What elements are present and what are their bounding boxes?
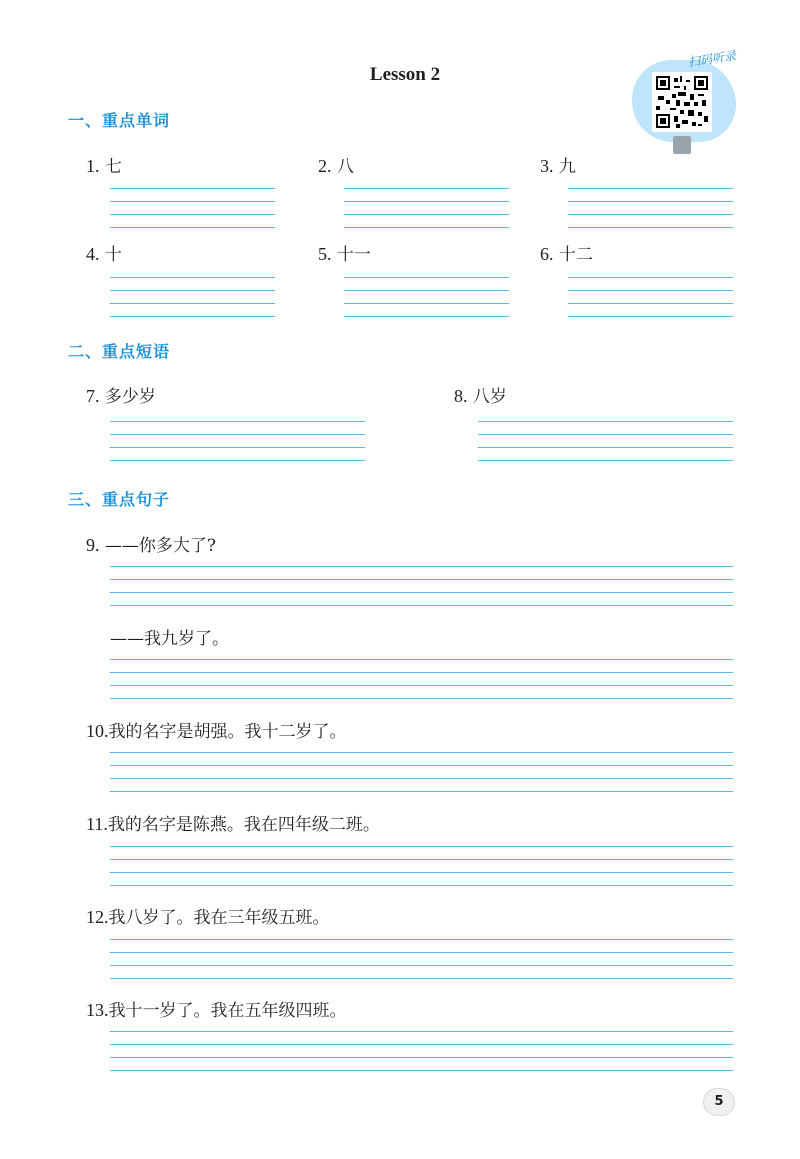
item-number: 11. xyxy=(86,814,108,834)
phrase-item-8 xyxy=(454,382,507,407)
item-text: 我的名字是陈燕。我在四年级二班。 xyxy=(107,815,380,835)
sentence-item-9 xyxy=(86,531,216,556)
item-number: 1. xyxy=(86,156,100,176)
lesson-title: Lesson 2 xyxy=(369,64,441,85)
section-heading-words: 一、重点单词 xyxy=(68,111,171,130)
section-heading-phrases: 二、重点短语 xyxy=(68,342,171,361)
word-item-5 xyxy=(318,240,371,265)
item-text: ——我九岁了。 xyxy=(110,629,229,649)
sentence-item-10 xyxy=(86,717,347,742)
item-number: 9. xyxy=(86,535,100,555)
word-item-2 xyxy=(318,152,354,177)
tree-trunk-icon xyxy=(673,136,691,154)
item-number: 6. xyxy=(540,244,554,264)
page-number: 5 xyxy=(703,1088,735,1116)
word-item-4 xyxy=(86,240,122,265)
item-text: 十一 xyxy=(336,245,371,265)
qr-code-badge xyxy=(632,50,742,155)
item-number: 4. xyxy=(86,244,100,264)
item-number: 5. xyxy=(318,244,332,264)
item-text: 我八岁了。我在三年级五班。 xyxy=(108,908,330,928)
qr-code-icon[interactable] xyxy=(652,72,712,132)
item-text: 七 xyxy=(104,157,122,177)
section-heading-sentences: 三、重点句子 xyxy=(68,490,171,509)
item-number: 13. xyxy=(86,1000,109,1020)
sentence-item-13 xyxy=(86,996,347,1021)
sentence-item-11 xyxy=(86,810,380,835)
item-text: 八 xyxy=(336,157,354,177)
word-item-6 xyxy=(540,240,593,265)
item-number: 10. xyxy=(86,721,109,741)
qr-caption: 扫码听录 xyxy=(687,48,737,70)
item-text: 多少岁 xyxy=(104,387,156,407)
item-text: 我的名字是胡强。我十二岁了。 xyxy=(108,722,347,742)
sentence-item-9-reply xyxy=(110,624,229,649)
item-text: 十二 xyxy=(558,245,593,265)
item-number: 3. xyxy=(540,156,554,176)
item-number: 7. xyxy=(86,386,100,406)
item-text: 九 xyxy=(558,157,576,177)
item-number: 2. xyxy=(318,156,332,176)
item-number: 12. xyxy=(86,907,109,927)
item-text: 八岁 xyxy=(472,387,507,407)
item-number: 8. xyxy=(454,386,468,406)
sentence-item-12 xyxy=(86,903,330,928)
word-item-1 xyxy=(86,152,122,177)
item-text: ——你多大了? xyxy=(104,536,217,556)
item-text: 我十一岁了。我在五年级四班。 xyxy=(108,1001,347,1021)
word-item-3 xyxy=(540,152,576,177)
phrase-item-7 xyxy=(86,382,156,407)
item-text: 十 xyxy=(104,245,122,265)
